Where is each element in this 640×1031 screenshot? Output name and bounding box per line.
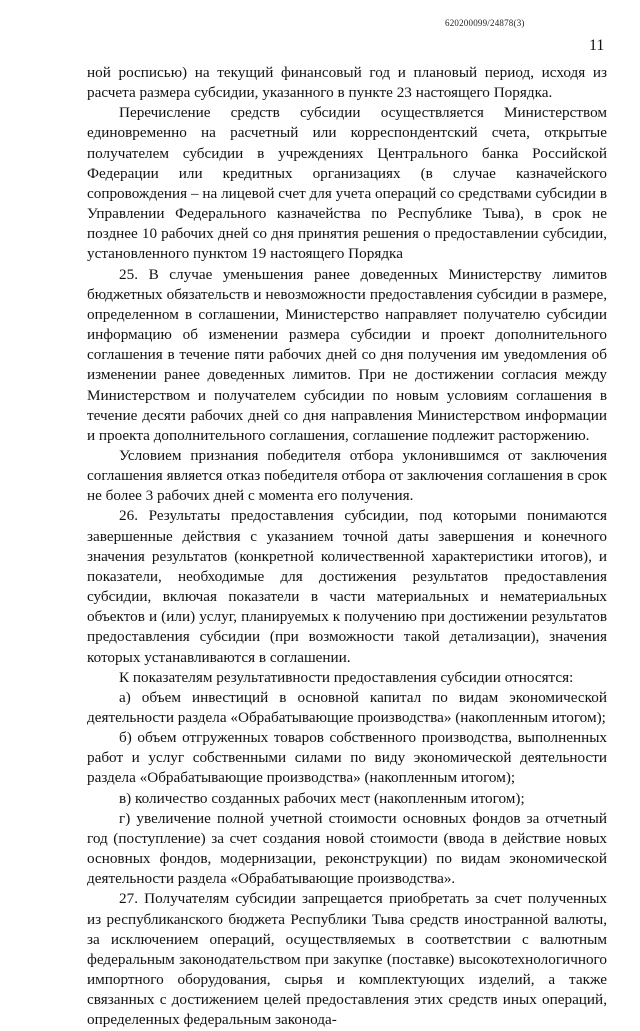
paragraph-continuation: ной росписью) на текущий финансовый год и плановый период, исходя из расчета размера субсидии, указанного в пункте 23 настоящего Порядка.: [87, 64, 607, 102]
document-code: 620200099/24878(3): [445, 18, 525, 28]
paragraph-item-25: 25. В случае уменьшения ранее доведенных Министерству лимитов бюджетных обязательств и невозможности предоставления субсидии в размере, определенном в соглашении, Министерство направляет получателю субсидии информацию об изменении размера субсидии и проект дополнительного соглашения в течение пяти рабочих дней со дня получения им уведомления об изменении ранее доведенных лимитов. При не достижении согласия между Министерством и получателем субсидии по новым условиям соглашения в течение десяти рабочих дней со дня направления Министерством информации и проекта дополнительного соглашения, соглашение подлежит расторжению.: [87, 265, 607, 444]
paragraph-indicators-intro: К показателям результативности предоставления субсидии относятся:: [119, 668, 574, 686]
list-item-b: б) объем отгруженных товаров собственного производства, выполненных работ и услуг собственными силами по виду экономической деятельности раздела «Обрабатывающие производства» (накопленным итогом);: [87, 729, 607, 787]
list-item-a: а) объем инвестиций в основной капитал по видам экономической деятельности раздела «Обрабатывающие производства» (накопленным итогом);: [87, 688, 607, 726]
document-body: [87, 63, 607, 1031]
page-number: 11: [589, 37, 605, 54]
paragraph-item-26: 26. Результаты предоставления субсидии, под которыми понимаются завершенные действия с указанием точной даты завершения и конечного значения результатов (конкретной количественной характеристики итогов), и показатели, необходимые для достижения результатов предоставления субсидии, включая показатели в части материальных и нематериальных объектов и (или) услуг, планируемых к получению при достижении результатов предоставления субсидии (при возможности такой детализации), значения которых устанавливаются в соглашении.: [87, 507, 607, 666]
paragraph-winner-evasion: Условием признания победителя отбора уклонившимся от заключения соглашения является отказ победителя отбора от заключения соглашения в срок не более 3 рабочих дней с момента его получения.: [87, 446, 607, 505]
list-item-v: в) количество созданных рабочих мест (накопленным итогом);: [119, 789, 525, 807]
paragraph-subsidy-transfer: Перечисление средств субсидии осуществляется Министерством единовременно на расчетный или корреспондентский счета, открытые получателем субсидии в учреждениях Центрального банка Российской Федерации или кредитных организациях (в случае казначейского сопровождения – на лицевой счет для учета операций со средствами субсидии в Управлении Федерального казначейства по Республике Тыва), в срок не позднее 10 рабочих дней со дня принятия решения о предоставлении субсидии, установленного пунктом 19 настоящего Порядка: [87, 104, 607, 263]
list-item-g: г) увеличение полной учетной стоимости основных фондов за отчетный год (поступление) за счет создания новой стоимости (ввода в действие новых основных фондов, модернизации, реконструкции) по видам экономической деятельности раздела «Обрабатывающие производства».: [87, 809, 607, 888]
paragraph-item-27: 27. Получателям субсидии запрещается приобретать за счет полученных из республиканского бюджета Республики Тыва средств иностранной валюты, за исключением операций, осуществляемых в соответствии с валютным федеральным законодательством при закупке (поставке) высокотехнологичного импортного оборудования, сырья и комплектующих изделий, а также связанных с достижением целей предоставления этих средств иных операций, определенных федеральным законода-: [87, 890, 607, 1029]
